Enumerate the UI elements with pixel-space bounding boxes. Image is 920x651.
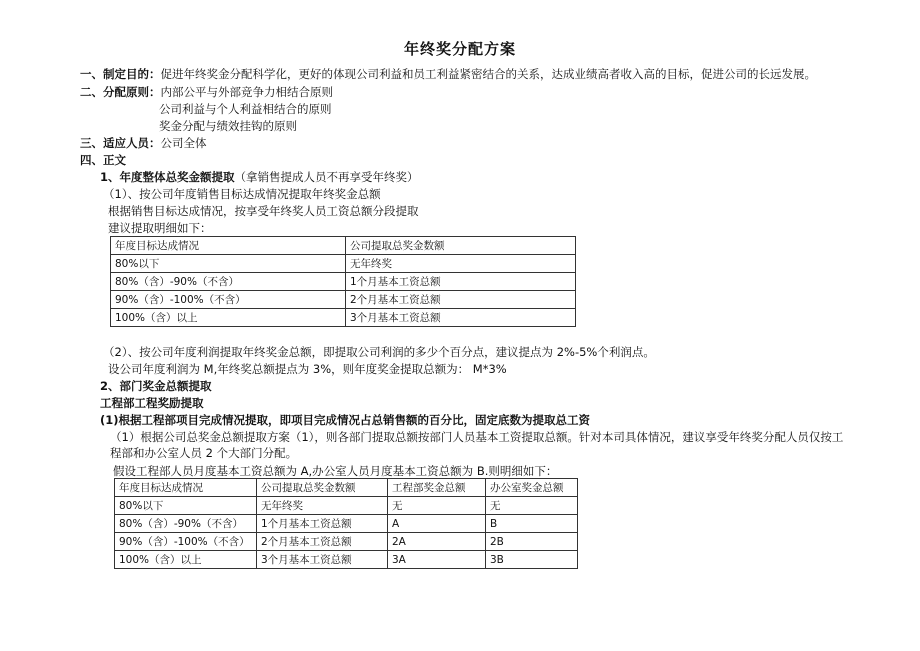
- principle-item: 公司利益与个人利益相结合的原则: [159, 102, 332, 116]
- engineering-rule: (1)根据工程部项目完成情况提取，即项目完成情况占总销售额的百分比，固定底数为提取总工资: [100, 413, 591, 427]
- engineering-reward-heading: 工程部工程奖励提取: [100, 396, 204, 410]
- part1-heading-note: （拿销售提成人员不再享受年终奖）: [234, 170, 419, 184]
- table-header-cell: 年度目标达成情况: [111, 237, 346, 255]
- part1-item-2: （2）、按公司年度利润提取年终奖金总额，即提取公司利润的多少个百分点，建议提点为 2%-5%个利润点。: [103, 345, 655, 359]
- section-purpose-label: 一、制定目的：: [80, 67, 161, 81]
- table-row: [111, 273, 576, 291]
- table-row: [115, 515, 578, 533]
- table-header-cell: 公司提取总奖金数额: [346, 237, 576, 255]
- table-cell: 2A: [388, 533, 486, 551]
- section-applicable: [80, 135, 207, 151]
- table-cell: 3个月基本工资总额: [257, 551, 388, 569]
- table-header-row: [111, 237, 576, 255]
- table-cell: 无年终奖: [257, 497, 388, 515]
- table-header-cell: 办公室奖金总额: [486, 479, 578, 497]
- table-cell: 2个月基本工资总额: [346, 291, 576, 309]
- table-cell: 100%（含）以上: [111, 309, 346, 327]
- section-applicable-label: 三、适应人员：: [80, 136, 161, 150]
- section-applicable-text: 公司全体: [160, 136, 207, 150]
- table-cell: 80%以下: [115, 497, 257, 515]
- table-cell: 无: [388, 497, 486, 515]
- part1-heading: [100, 169, 419, 185]
- table-header-row: [115, 479, 578, 497]
- table-cell: 1个月基本工资总额: [257, 515, 388, 533]
- profit-formula: 设公司年度利润为 M,年终奖总额提点为 3%，则年度奖金提取总额为： M*3%: [108, 362, 507, 376]
- section-body-heading: 四、正文: [80, 153, 126, 167]
- table-cell: B: [486, 515, 578, 533]
- page-title: 年终奖分配方案: [403, 40, 516, 58]
- table-cell: 3个月基本工资总额: [346, 309, 576, 327]
- section-purpose: [80, 66, 816, 82]
- table-cell: 90%（含）-100%（不含）: [115, 533, 257, 551]
- department-bonus-table: [114, 478, 578, 569]
- table-header-cell: 公司提取总奖金数额: [257, 479, 388, 497]
- part1-heading-text: 1、年度整体总奖金额提取: [100, 170, 235, 184]
- part1-detail-intro: 建议提取明细如下：: [108, 221, 212, 235]
- principle-item: 内部公平与外部竞争力相结合原则: [160, 85, 333, 99]
- part2-heading: 2、部门奖金总额提取: [100, 379, 212, 393]
- part1-item-1: （1）、按公司年度销售目标达成情况提取年终奖金总额: [103, 187, 381, 201]
- section-purpose-text: 促进年终奖金分配科学化，更好的体现公司利益和员工利益紧密结合的关系，达成业绩高者收入高的目标，促进公司的长远发展。: [160, 67, 816, 81]
- table-cell: A: [388, 515, 486, 533]
- table-row: [111, 309, 576, 327]
- section-principles: [80, 84, 333, 100]
- table-cell: 100%（含）以上: [115, 551, 257, 569]
- part1-desc: 根据销售目标达成情况，按享受年终奖人员工资总额分段提取: [108, 204, 419, 218]
- table-header-cell: 年度目标达成情况: [115, 479, 257, 497]
- table-row: [115, 551, 578, 569]
- table-cell: 2个月基本工资总额: [257, 533, 388, 551]
- table-cell: 80%（含）-90%（不含）: [115, 515, 257, 533]
- table-cell: 3A: [388, 551, 486, 569]
- table-row: [111, 255, 576, 273]
- engineering-rule-detail: （1）根据公司总奖金总额提取方案（1），则各部门提取总额按部门人员基本工资提取总额。针对本司具体情况，建议享受年终奖分配人员仅按工程部和办公室人员 2 个大部门分配。: [110, 430, 844, 460]
- table-header-cell: 工程部奖金总额: [388, 479, 486, 497]
- table-row: [111, 291, 576, 309]
- table-cell: 3B: [486, 551, 578, 569]
- table-cell: 无年终奖: [346, 255, 576, 273]
- table-cell: 2B: [486, 533, 578, 551]
- principle-item: 奖金分配与绩效挂钩的原则: [159, 119, 297, 133]
- table-row: [115, 497, 578, 515]
- table-cell: 1个月基本工资总额: [346, 273, 576, 291]
- table-row: [115, 533, 578, 551]
- table-cell: 80%以下: [111, 255, 346, 273]
- table-cell: 80%（含）-90%（不含）: [111, 273, 346, 291]
- section-principles-label: 二、分配原则：: [80, 85, 161, 99]
- sales-target-table: [110, 236, 576, 327]
- table-cell: 90%（含）-100%（不含）: [111, 291, 346, 309]
- table-cell: 无: [486, 497, 578, 515]
- assumption-text: 假设工程部人员月度基本工资总额为 A,办公室人员月度基本工资总额为 B.则明细如下：: [113, 464, 558, 478]
